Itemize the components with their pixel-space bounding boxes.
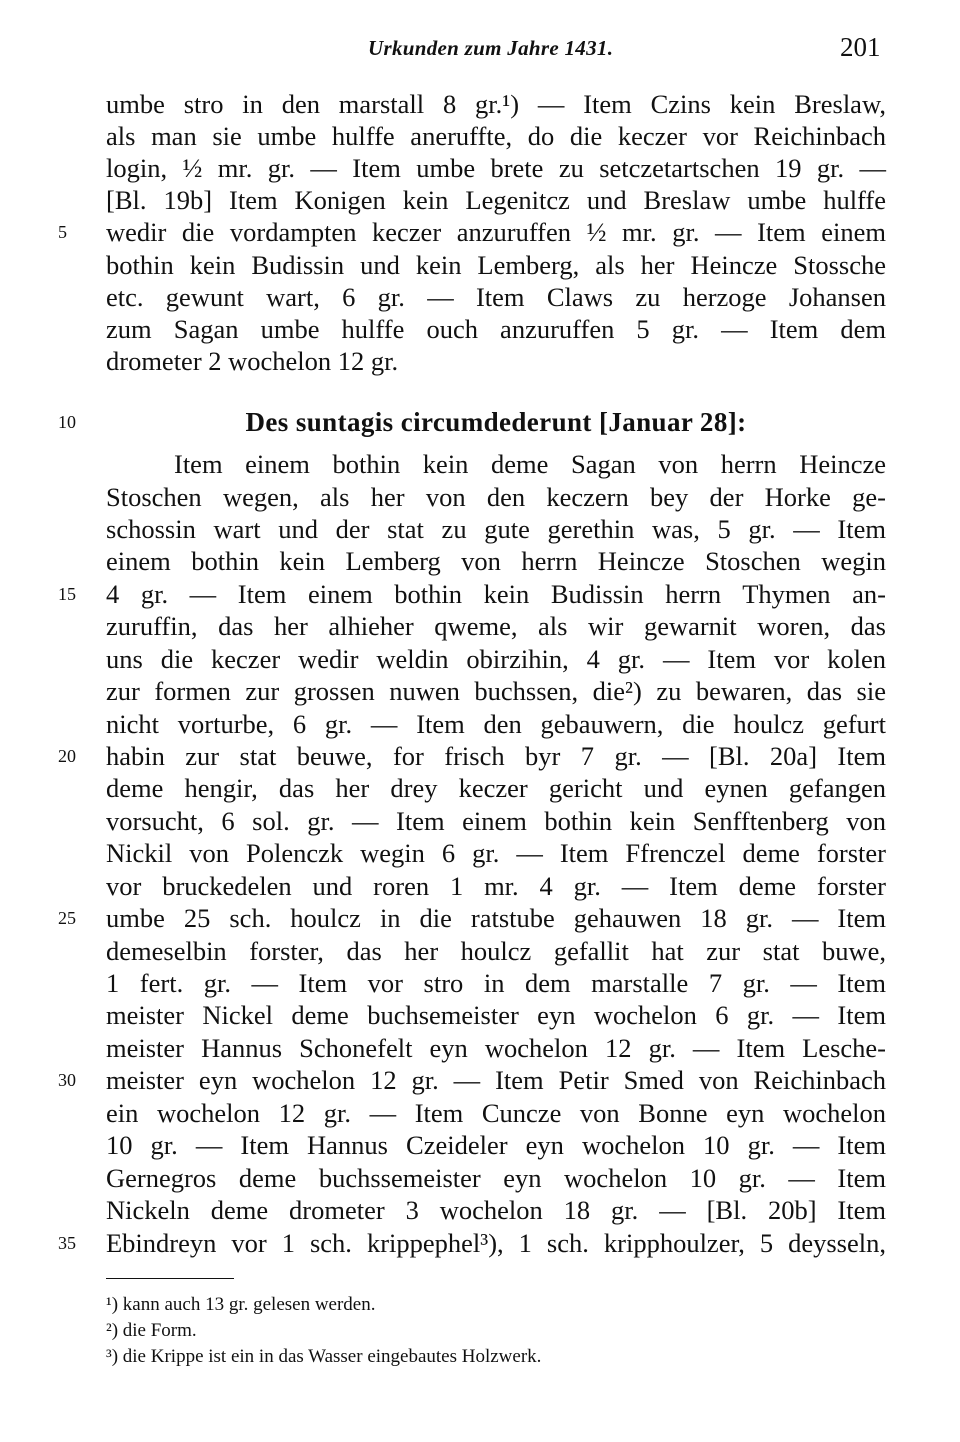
line-number: 25 [58, 908, 76, 928]
text-line: Stoschen wegen, als her von den keczern bey der Horke ge- [106, 482, 886, 512]
text-line: [Bl. 19b] Item Konigen kein Legenitcz und Breslaw umbe hulffe [106, 185, 886, 215]
section-heading: Des suntagis circumdederunt [Januar 28]: [245, 407, 747, 437]
text-line: 4 gr. — Item einem bothin kein Budissin herrn Thymen an- [106, 579, 886, 609]
text-line: vor bruckedelen und roren 1 mr. 4 gr. — Item deme forster [106, 871, 886, 901]
text-line: login, ½ mr. gr. — Item umbe brete zu setczetartschen 19 gr. — [106, 153, 886, 183]
text-line: zur formen zur grossen nuwen buchssen, die²) zu bewaren, das sie [106, 676, 886, 706]
text-line: ein wochelon 12 gr. — Item Cuncze von Bonne eyn wochelon [106, 1098, 886, 1128]
line-number: 15 [58, 584, 76, 604]
text-line: umbe 25 sch. houlcz in die ratstube gehauwen 18 gr. — Item [106, 903, 886, 933]
text-line: Nickeln deme drometer 3 wochelon 18 gr. — [Bl. 20b] Item [106, 1195, 886, 1225]
text-line: deme hengir, das her drey keczer gericht und eynen gefangen [106, 773, 886, 803]
text-line: wedir die vordampten keczer anzuruffen ½ mr. gr. — Item einem [106, 217, 886, 247]
text-line: uns die keczer wedir weldin obirzihin, 4 gr. — Item vor kolen [106, 644, 886, 674]
text-line: nicht vorturbe, 6 gr. — Item den gebauwern, die houlcz gefurt [106, 709, 886, 739]
text-line: umbe stro in den marstall 8 gr.¹) — Item Czins kein Breslaw, [106, 89, 886, 119]
running-head: Urkunden zum Jahre 1431. [368, 36, 614, 60]
text-line: einem bothin kein Lemberg von herrn Heincze Stoschen wegin [106, 546, 886, 576]
footnote: ³) die Krippe ist ein in das Wasser eingebautes Holzwerk. [106, 1346, 542, 1367]
text-line: drometer 2 wochelon 12 gr. [106, 346, 399, 376]
text-line: zum Sagan umbe hulffe ouch anzuruffen 5 gr. — Item dem [106, 314, 886, 344]
text-line: etc. gewunt wart, 6 gr. — Item Claws zu herzoge Johansen [106, 282, 886, 312]
text-line: bothin kein Budissin und kein Lemberg, als her Heincze Stossche [106, 250, 886, 280]
text-line: Gernegros deme buchssemeister eyn wochelon 10 gr. — Item [106, 1163, 886, 1193]
text-line: schossin wart und der stat zu gute gerethin was, 5 gr. — Item [106, 514, 886, 544]
text-line: 1 fert. gr. — Item vor stro in dem marstalle 7 gr. — Item [106, 968, 886, 998]
text-line: Nickil von Polenczk wegin 6 gr. — Item Ffrenczel deme forster [106, 838, 886, 868]
footnote: ²) die Form. [106, 1320, 197, 1341]
text-line: als man sie umbe hulffe aneruffte, do die keczer vor Reichinbach [106, 121, 886, 151]
page-header [0, 32, 960, 68]
text-line: zuruffin, das her alhieher qweme, als wir gewarnit woren, das [106, 611, 886, 641]
text-line: Ebindreyn vor 1 sch. krippephel³), 1 sch. kripphoulzer, 5 deysseln, [106, 1228, 886, 1258]
line-number: 35 [58, 1233, 76, 1253]
page-number: 201 [840, 32, 881, 62]
line-number: 10 [58, 412, 76, 432]
text-line: meister eyn wochelon 12 gr. — Item Petir Smed von Reichinbach [106, 1065, 886, 1095]
line-number: 5 [58, 222, 67, 242]
text-line: demeselbin forster, das her houlcz gefallit hat zur stat buwe, [106, 936, 886, 966]
text-line: habin zur stat beuwe, for frisch byr 7 gr. — [Bl. 20a] Item [106, 741, 886, 771]
text-line: 10 gr. — Item Hannus Czeideler eyn wochelon 10 gr. — Item [106, 1130, 886, 1160]
footnote: ¹) kann auch 13 gr. gelesen werden. [106, 1294, 376, 1315]
footnote-separator [106, 1278, 234, 1279]
text-line: Item einem bothin kein deme Sagan von herrn Heincze [174, 449, 886, 479]
line-number: 20 [58, 746, 76, 766]
text-line: vorsucht, 6 sol. gr. — Item einem bothin kein Senfftenberg von [106, 806, 886, 836]
line-number: 30 [58, 1070, 76, 1090]
text-line: meister Hannus Schonefelt eyn wochelon 12 gr. — Item Lesche- [106, 1033, 886, 1063]
text-line: meister Nickel deme buchsemeister eyn wochelon 6 gr. — Item [106, 1000, 886, 1030]
